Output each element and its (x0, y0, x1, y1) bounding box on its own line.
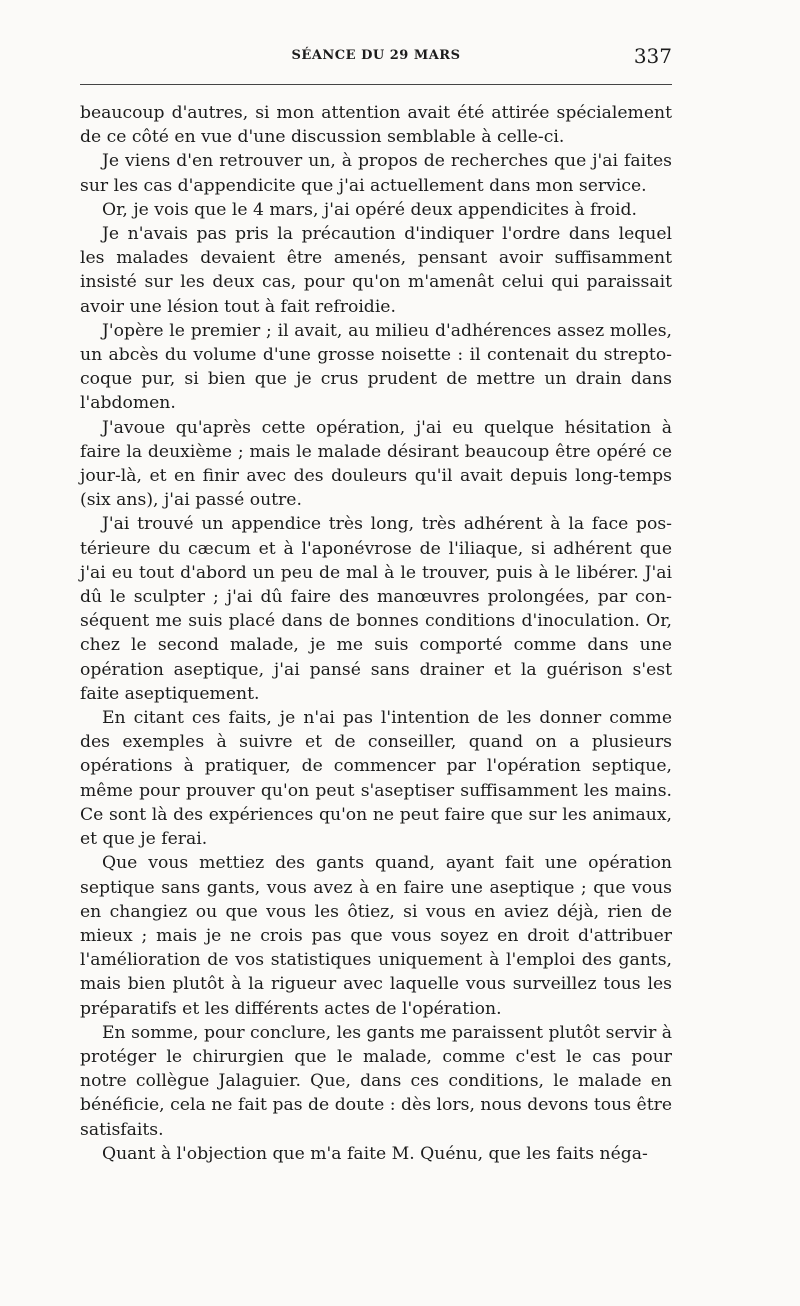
paragraph: J'ai trouvé un appendice très long, très adhérent à la face pos-térieure du cæcum et à l'aponévrose de l'iliaque, si adhérent que j'ai eu tout d'abord un peu de mal à le trouver, puis à le libérer. J'ai dû le sculpter ; j'ai dû faire des manœuvres prolongées, par con-séquent me suis placé dans de bonnes conditions d'inoculation. Or, chez le second malade, je me suis comporté comme dans une opération aseptique, j'ai pansé sans drainer et la guérison s'est faite aseptiquement. (80, 514, 672, 704)
page-number: 337 (633, 44, 672, 68)
paragraph: J'opère le premier ; il avait, au milieu d'adhérences assez molles, un abcès du volume d'une grosse noisette : il contenait du strepto-coque pur, si bien que je crus prudent de mettre un drain dans l'abdomen. (80, 320, 672, 414)
paragraph: J'avoue qu'après cette opération, j'ai eu quelque hésitation à faire la deuxième ; mais le malade désirant beaucoup être opéré ce jour-là, et en finir avec des douleurs qu'il avait depuis long-temps (six ans), j'ai passé outre. (80, 417, 672, 511)
paragraph: Je viens d'en retrouver un, à propos de recherches que j'ai faites sur les cas d'appendicite que j'ai actuellement dans mon service. (80, 151, 672, 196)
header-rule (80, 84, 672, 85)
paragraph: En citant ces faits, je n'ai pas l'intention de les donner comme des exemples à suivre et de conseiller, quand on a plusieurs opérations à pratiquer, de commencer par l'opération septique, même pour prouver qu'on peut s'aseptiser suffisamment les mains. Ce sont là des expériences qu'on ne peut faire que sur les animaux, et que je ferai. (80, 708, 672, 850)
paragraph: Je n'avais pas pris la précaution d'indiquer l'ordre dans lequel les malades devaient être amenés, pensant avoir suffisamment insisté sur les deux cas, pour qu'on m'amenât celui qui paraissait avoir une lésion tout à fait refroidie. (80, 224, 672, 317)
running-title: SÉANCE DU 29 MARS (291, 48, 461, 63)
page-header (80, 44, 672, 72)
paragraph: Or, je vois que le 4 mars, j'ai opéré deux appendicites à froid. (102, 199, 638, 220)
paragraph: Quant à l'objection que m'a faite M. Quénu, que les faits néga- (102, 1143, 648, 1164)
paragraph: Que vous mettiez des gants quand, ayant fait une opération septique sans gants, vous avez à en faire une aseptique ; que vous en changiez ou que vous les ôtiez, si vous en aviez déjà, rien de mieux ; mais je ne crois pas que vous soyez en droit d'attribuer l'amélioration de vos statistiques uniquement à l'emploi des gants, mais bien plutôt à la rigueur avec laquelle vous surveillez tous les préparatifs et les différents actes de l'opération. (80, 853, 672, 1019)
body-text (80, 101, 672, 1166)
paragraph: En somme, pour conclure, les gants me paraissent plutôt servir à protéger le chirurgien que le malade, comme c'est le cas pour notre collègue Jalaguier. Que, dans ces conditions, le malade en bénéficie, cela ne fait pas de doute : dès lors, nous devons tous être satisfaits. (80, 1022, 672, 1140)
paragraph: beaucoup d'autres, si mon attention avait été attirée spécialement de ce côté en vue d'une discussion semblable à celle-ci. (80, 103, 672, 148)
